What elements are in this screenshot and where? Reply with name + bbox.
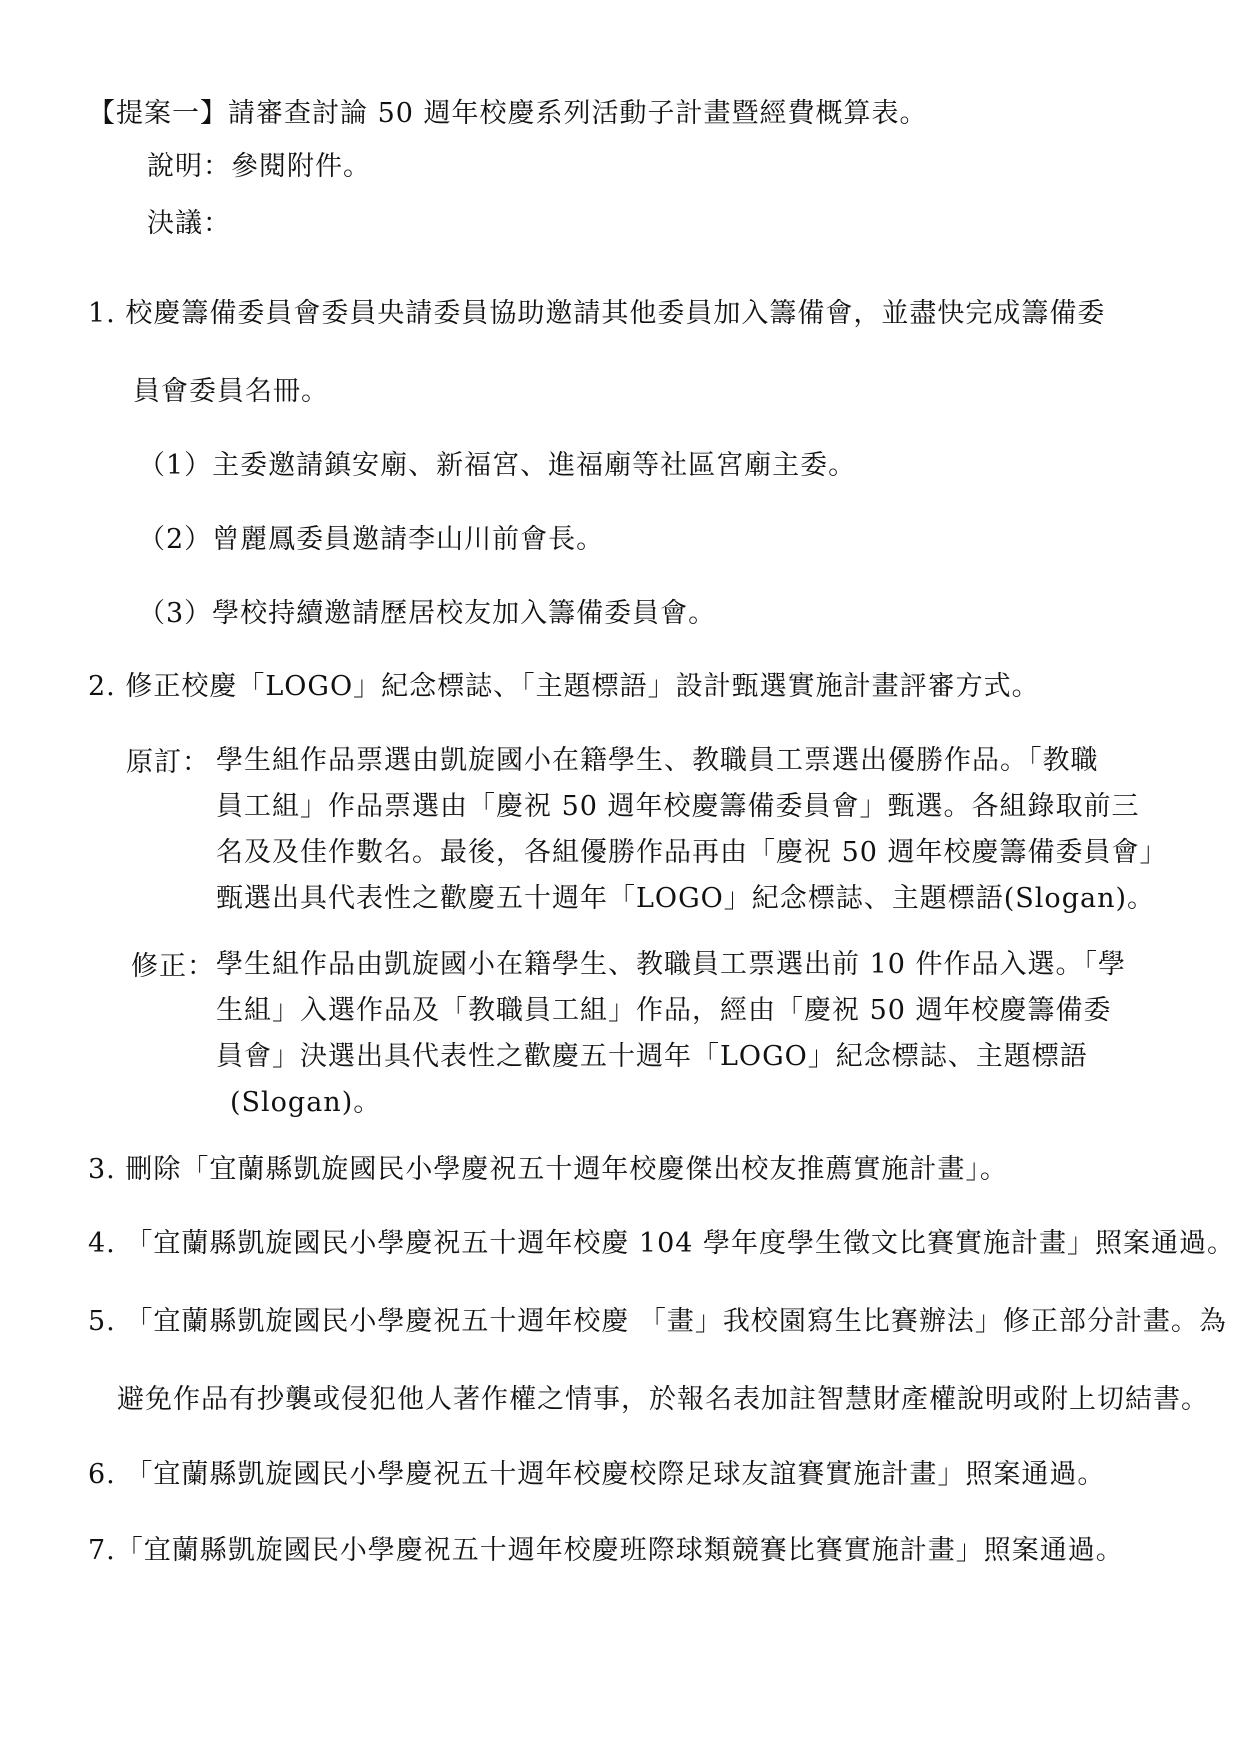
revised-row: 生組」入選作品及「教職員工組」作品，經由「慶祝 50 週年校慶籌備委 bbox=[216, 995, 1112, 1026]
resolution-label: 決議： bbox=[147, 208, 231, 239]
proposal-description: 說明：參閱附件。 bbox=[147, 151, 371, 182]
item-1-line-2: 員會委員名冊。 bbox=[133, 376, 329, 407]
revised-row: 員會」決選出具代表性之歡慶五十週年「LOGO」紀念標誌、主題標語 bbox=[216, 1041, 1088, 1072]
original-row: 名及及佳作數名。最後，各組優勝作品再由「慶祝 50 週年校慶籌備委員會」 bbox=[216, 837, 1168, 868]
item-6: 6. 「宜蘭縣凱旋國民小學慶祝五十週年校慶校際足球友誼賽實施計畫」照案通過。 bbox=[88, 1459, 1106, 1490]
item-2-line-1: 2. 修正校慶「LOGO」紀念標誌、「主題標語」設計甄選實施計畫評審方式。 bbox=[88, 671, 1040, 702]
item-3: 3. 刪除「宜蘭縣凱旋國民小學慶祝五十週年校慶傑出校友推薦實施計畫」。 bbox=[88, 1154, 1008, 1185]
revised-text bbox=[216, 942, 1126, 1126]
item-7: 7.「宜蘭縣凱旋國民小學慶祝五十週年校慶班際球類競賽比賽實施計畫」照案通過。 bbox=[88, 1535, 1124, 1566]
revised-row: (Slogan)。 bbox=[230, 1087, 382, 1118]
item-1-sub-1: （1）主委邀請鎮安廟、新福宮、進福廟等社區宮廟主委。 bbox=[138, 450, 857, 481]
item-5-line-1: 5. 「宜蘭縣凱旋國民小學慶祝五十週年校慶 「畫」我校園寫生比賽辦法」修正部分計畫。為 bbox=[88, 1306, 1227, 1337]
proposal-title: 【提案一】請審查討論 50 週年校慶系列活動子計畫暨經費概算表。 bbox=[88, 98, 928, 129]
revised-label: 修正： bbox=[131, 951, 215, 982]
revised-row: 學生組作品由凱旋國小在籍學生、教職員工票選出前 10 件作品入選。「學 bbox=[216, 949, 1127, 980]
item-5-line-2: 避免作品有抄襲或侵犯他人著作權之情事，於報名表加註智慧財產權說明或附上切結書。 bbox=[117, 1384, 1209, 1415]
original-label: 原訂： bbox=[126, 747, 210, 778]
original-row: 甄選出具代表性之歡慶五十週年「LOGO」紀念標誌、主題標語(Slogan)。 bbox=[216, 883, 1155, 914]
item-1-line-1: 1. 校慶籌備委員會委員央請委員協助邀請其他委員加入籌備會，並盡快完成籌備委 bbox=[88, 298, 1106, 329]
original-row: 員工組」作品票選由「慶祝 50 週年校慶籌備委員會」甄選。各組錄取前三 bbox=[216, 791, 1140, 822]
item-1-sub-2: （2）曾麗鳳委員邀請李山川前會長。 bbox=[138, 524, 605, 555]
original-row: 學生組作品票選由凱旋國小在籍學生、教職員工票選出優勝作品。「教職 bbox=[216, 745, 1099, 776]
original-text bbox=[216, 738, 1168, 922]
item-4: 4. 「宜蘭縣凱旋國民小學慶祝五十週年校慶 104 學年度學生徵文比賽實施計畫」照案通過。 bbox=[88, 1228, 1236, 1259]
item-1-sub-3: （3）學校持續邀請歷居校友加入籌備委員會。 bbox=[138, 598, 717, 629]
